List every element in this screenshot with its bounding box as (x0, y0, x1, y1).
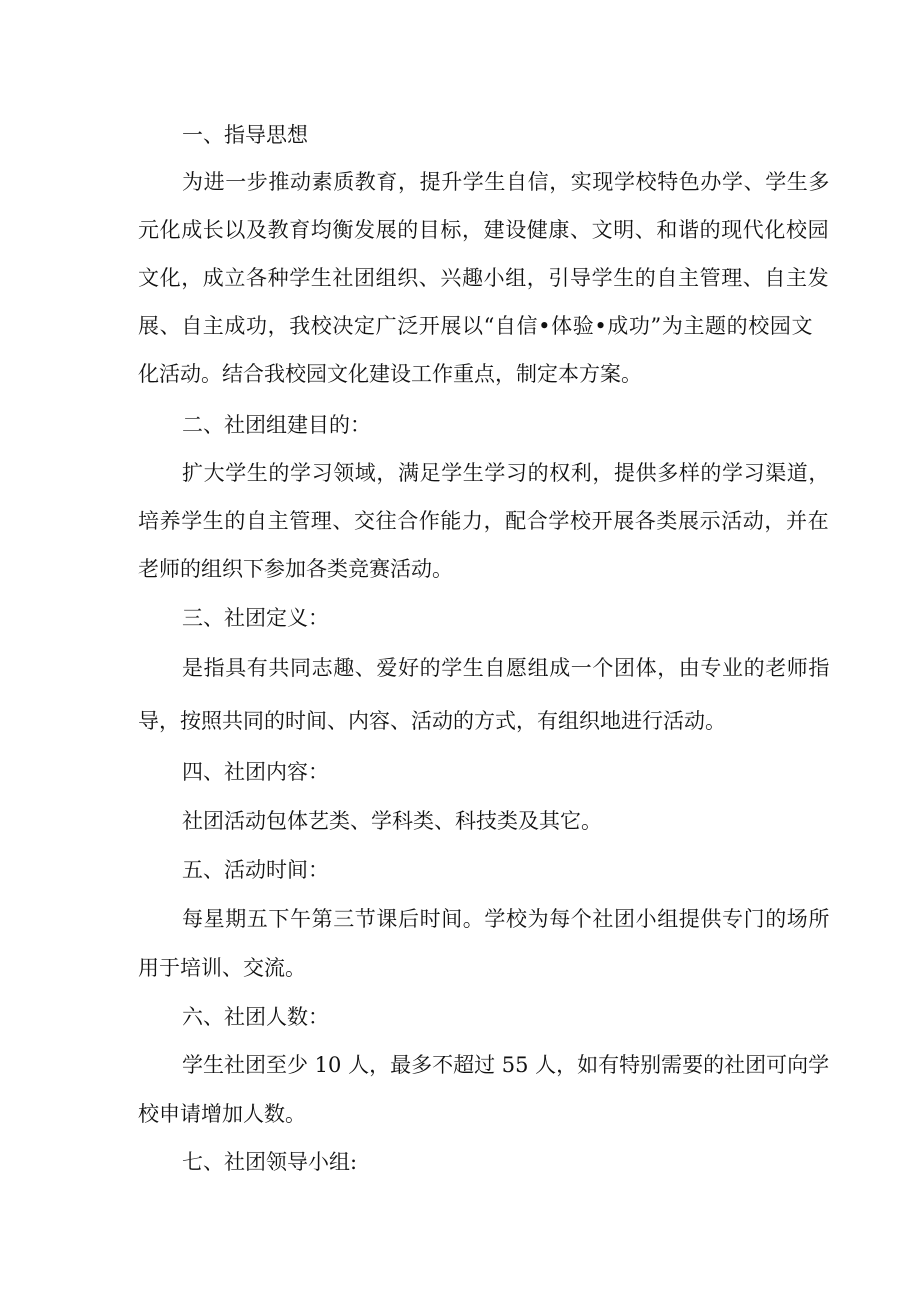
section-heading: 三、社团定义： (182, 606, 329, 630)
paragraph-line: 是指具有共同志趣、爱好的学生自愿组成一个团体，由专业的老师指 (182, 656, 830, 680)
section-heading: 七、社团领导小组: (182, 1150, 358, 1174)
paragraph-line: 为进一步推动素质教育，提升学生自信，实现学校特色办学、学生多 (182, 170, 830, 194)
paragraph-line: 每星期五下午第三节课后时间。学校为每个社团小组提供专门的场所 (182, 907, 830, 931)
paragraph-line: 元化成长以及教育均衡发展的目标，建设健康、文明、和谐的现代化校园 (138, 218, 830, 242)
paragraph-line: 导，按照共同的时间、内容、活动的方式，有组织地进行活动。 (138, 709, 726, 733)
section-heading: 一、指导思想 (182, 123, 308, 147)
paragraph-line: 扩大学生的学习领域，满足学生学习的权利，提供多样的学习渠道， (182, 461, 830, 485)
paragraph-line: 社团活动包体艺类、学科类、科技类及其它。 (182, 809, 602, 833)
paragraph-line: 老师的组织下参加各类竞赛活动。 (138, 557, 453, 581)
section-heading: 五、活动时间： (182, 858, 329, 882)
section-heading: 四、社团内容： (182, 760, 329, 784)
paragraph-line: 培养学生的自主管理、交往合作能力，配合学校开展各类展示活动，并在 (138, 509, 830, 533)
section-heading: 二、社团组建目的： (182, 413, 371, 437)
section-heading: 六、社团人数： (182, 1005, 329, 1029)
paragraph-line: 展、自主成功，我校决定广泛开展以“自信•体验•成功”为主题的校园文 (138, 314, 814, 338)
paragraph-line: 文化，成立各种学生社团组织、兴趣小组，引导学生的自主管理、自主发 (138, 266, 830, 290)
paragraph-line: 学生社团至少 10 人，最多不超过 55 人，如有特别需要的社团可向学 (182, 1053, 830, 1077)
paragraph-line: 校申请增加人数。 (138, 1102, 306, 1126)
paragraph-line: 化活动。结合我校园文化建设工作重点，制定本方案。 (138, 362, 642, 386)
paragraph-line: 用于培训、交流。 (138, 956, 306, 980)
